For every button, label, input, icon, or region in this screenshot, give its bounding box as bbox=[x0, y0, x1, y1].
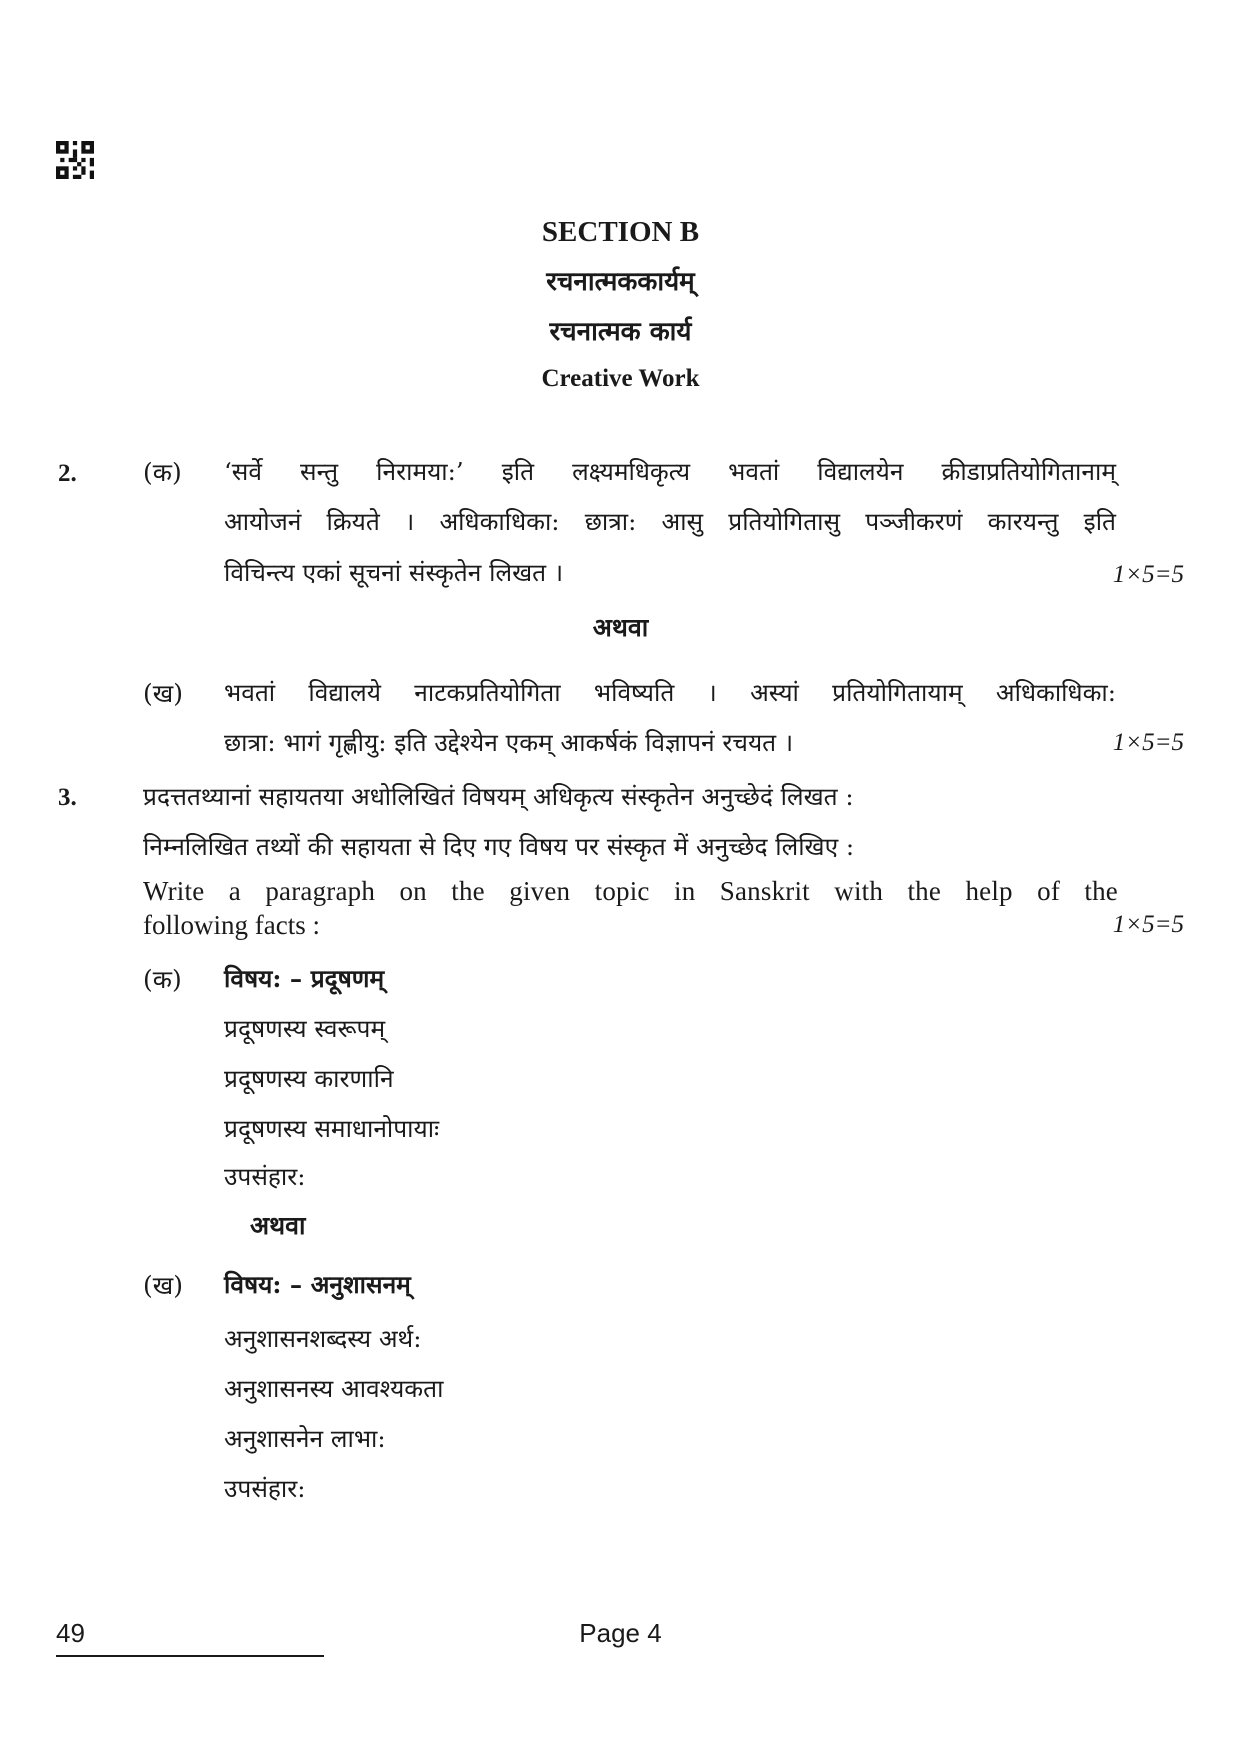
q3-marks: 1×5=5 bbox=[1112, 911, 1184, 938]
q2-a-line-2: आयोजनं क्रियते । अधिकाधिका: छात्रा: आसु प्रतियोगितासु पञ्जीकरणं कारयन्तु इति bbox=[224, 507, 1116, 536]
hindi-heading: रचनात्मक कार्य bbox=[549, 317, 692, 347]
q3-b-point-3: अनुशासनेन लाभा: bbox=[224, 1424, 386, 1453]
q3-sanskrit-instruction: प्रदत्ततथ्यानां सहायतया अधोलिखितं विषयम् अधिकृत्य संस्कृतेन अनुच्छेदं लिखत : bbox=[143, 782, 854, 811]
question-number-3: 3. bbox=[58, 784, 77, 811]
qr-code-icon bbox=[56, 141, 94, 179]
q3-a-label: (क) bbox=[143, 965, 182, 994]
q2-a-label: (क) bbox=[143, 458, 182, 487]
q3-a-point-3: प्रदूषणस्य समाधानोपायाः bbox=[224, 1114, 440, 1143]
q2-b-label: (ख) bbox=[143, 679, 183, 708]
question-number-2: 2. bbox=[58, 460, 77, 487]
q3-hindi-instruction: निम्नलिखित तथ्यों की सहायता से दिए गए विषय पर संस्कृत में अनुच्छेद लिखिए : bbox=[143, 832, 855, 861]
q3-b-topic: विषय: – अनुशासनम् bbox=[224, 1270, 411, 1299]
q3-b-point-1: अनुशासनशब्दस्य अर्थ: bbox=[224, 1324, 422, 1353]
english-heading: Creative Work bbox=[541, 365, 700, 392]
q3-a-point-1: प्रदूषणस्य स्वरूपम् bbox=[224, 1014, 386, 1043]
q3-b-point-2: अनुशासनस्य आवश्यकता bbox=[224, 1374, 444, 1403]
q2-a-line-3: विचिन्त्य एकां सूचनां संस्कृतेन लिखत । bbox=[224, 558, 564, 587]
section-title: SECTION B bbox=[541, 216, 700, 248]
footer-rule bbox=[56, 1655, 324, 1657]
q3-or: अथवा bbox=[250, 1211, 306, 1240]
q3-a-point-4: उपसंहार: bbox=[224, 1162, 306, 1191]
q3-english-instruction-1: Write a paragraph on the given topic in Sanskrit with the help of the bbox=[143, 876, 1118, 906]
q3-b-point-4: उपसंहार: bbox=[224, 1474, 306, 1503]
q2-b-marks: 1×5=5 bbox=[1112, 729, 1184, 756]
q3-b-label: (ख) bbox=[143, 1271, 183, 1300]
q2-or: अथवा bbox=[592, 613, 649, 642]
paper-code: 49 bbox=[56, 1618, 85, 1648]
q3-a-topic: विषय: – प्रदूषणम् bbox=[224, 964, 385, 993]
q3-a-point-2: प्रदूषणस्य कारणानि bbox=[224, 1064, 394, 1093]
sanskrit-heading: रचनात्मककार्यम् bbox=[546, 267, 695, 297]
page-number: Page 4 bbox=[579, 1618, 662, 1648]
q3-english-instruction-2: following facts : bbox=[143, 910, 320, 940]
q2-b-line-1: भवतां विद्यालये नाटकप्रतियोगिता भविष्यति । अस्यां प्रतियोगितायाम् अधिकाधिका: bbox=[224, 678, 1116, 707]
q2-a-marks: 1×5=5 bbox=[1112, 561, 1184, 588]
q2-a-line-1: ‘सर्वे सन्तु निरामया:’ इति लक्ष्यमधिकृत्य भवतां विद्यालयेन क्रीडाप्रतियोगितानाम् bbox=[224, 457, 1116, 486]
q2-b-line-2: छात्रा: भागं गृह्णीयु: इति उद्देश्येन एकम् आकर्षकं विज्ञापनं रचयत । bbox=[224, 728, 794, 757]
